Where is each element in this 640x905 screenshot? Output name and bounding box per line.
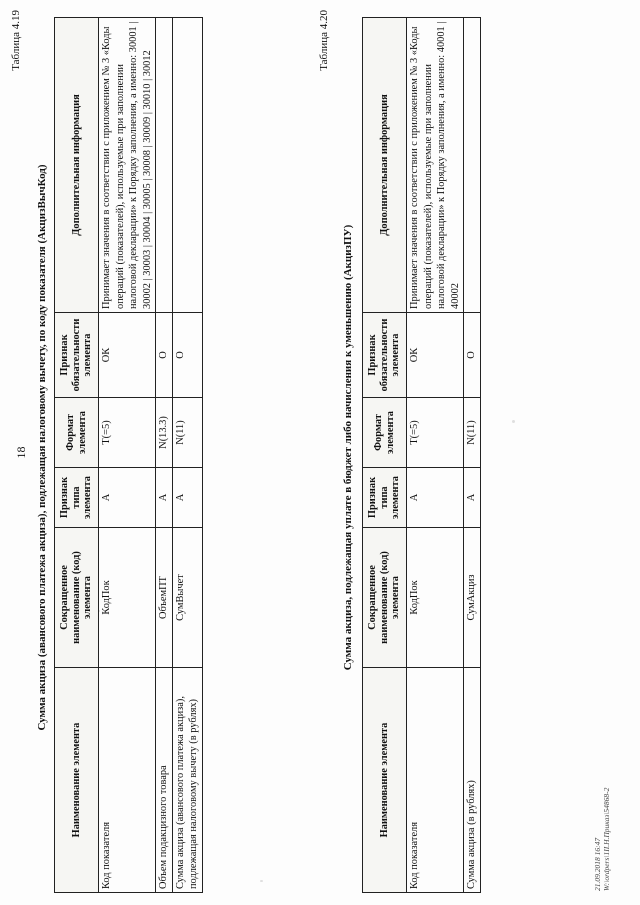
col-header: Наименование элемента <box>55 668 99 893</box>
cell-element-type: А <box>172 468 202 528</box>
cell-element-format: N(11) <box>464 398 481 468</box>
col-header: Наименование элемента <box>363 668 407 893</box>
cell-extra-info <box>172 18 202 313</box>
col-header: Признак обязательности элемента <box>55 313 99 398</box>
print-stamp <box>593 788 612 891</box>
cell-element-code: КодПок <box>99 528 156 668</box>
col-header: Дополнительная информация <box>55 18 99 313</box>
cell-element-type: А <box>156 468 173 528</box>
cell-element-name: Объем подакцизного товара <box>156 668 173 893</box>
table-row <box>156 18 173 893</box>
table-caption: Таблица 4.19 <box>10 10 22 71</box>
table-row <box>464 18 481 893</box>
table-row <box>172 18 202 893</box>
col-header: Признак типа элемента <box>363 468 407 528</box>
cell-element-code: ОбъемПТ <box>156 528 173 668</box>
cell-extra-info: Принимает значения в соответствии с приложением № 3 «Коды операций (показателей), используемые при заполнении налоговой декларации» к Порядку заполнения, а именно: 30001 | 30002 | 30003 | 30004 | 30005 | 30008 | 30009 | 30010 | 30012 <box>99 18 156 313</box>
cell-element-name: Код показателя <box>99 668 156 893</box>
table-title: Сумма акциза (авансового платежа акциза), подлежащая налоговому вычету, по коду показателя (АкцизВычКод) <box>36 164 48 731</box>
col-header: Формат элемента <box>55 398 99 468</box>
cell-extra-info: Принимает значения в соответствии с приложением № 3 «Коды операций (показателей), используемые при заполнении налоговой декларации» к Порядку заполнения, а именно: 40001 | 40002 <box>407 18 464 313</box>
col-header: Признак типа элемента <box>55 468 99 528</box>
cell-element-format: T(=5) <box>99 398 156 468</box>
cell-element-type: А <box>407 468 464 528</box>
table-caption: Таблица 4.20 <box>318 10 330 71</box>
cell-element-format: N(13.3) <box>156 398 173 468</box>
cell-element-format: T(=5) <box>407 398 464 468</box>
cell-element-required: ОК <box>407 313 464 398</box>
cell-element-required: О <box>172 313 202 398</box>
cell-element-code: СумАкциз <box>464 528 481 668</box>
col-header: Признак обязательности элемента <box>363 313 407 398</box>
table-row <box>407 18 464 893</box>
cell-element-code: СумВычет <box>172 528 202 668</box>
table-title: Сумма акциза, подлежащая уплате в бюджет либо начисления к уменьшению (АкцизПУ) <box>342 224 354 671</box>
cell-element-format: N(11) <box>172 398 202 468</box>
table-row <box>99 18 156 893</box>
cell-element-required: О <box>156 313 173 398</box>
cell-element-code: КодПок <box>407 528 464 668</box>
print-stamp-date: 21.09.2018 16:47 <box>593 837 602 891</box>
cell-element-type: А <box>99 468 156 528</box>
page-number: 18 <box>14 446 28 459</box>
cell-element-name: Код показателя <box>407 668 464 893</box>
cell-extra-info <box>156 18 173 313</box>
cell-extra-info <box>464 18 481 313</box>
col-header: Формат элемента <box>363 398 407 468</box>
col-header: Сокращенное наименование (код) элемента <box>363 528 407 668</box>
cell-element-required: О <box>464 313 481 398</box>
print-stamp-path: W:\ordpers\1II.H.Приказ\54868-2 <box>602 787 612 891</box>
cell-element-type: А <box>464 468 481 528</box>
cell-element-required: ОК <box>99 313 156 398</box>
col-header: Дополнительная информация <box>363 18 407 313</box>
cell-element-name: Сумма акциза (авансового платежа акциза), подлежащая налоговому вычету (в рублях) <box>172 668 202 893</box>
data-table-4-20 <box>362 17 481 893</box>
cell-element-name: Сумма акциза (в рублях) <box>464 668 481 893</box>
col-header: Сокращенное наименование (код) элемента <box>55 528 99 668</box>
data-table-4-19 <box>54 17 203 893</box>
